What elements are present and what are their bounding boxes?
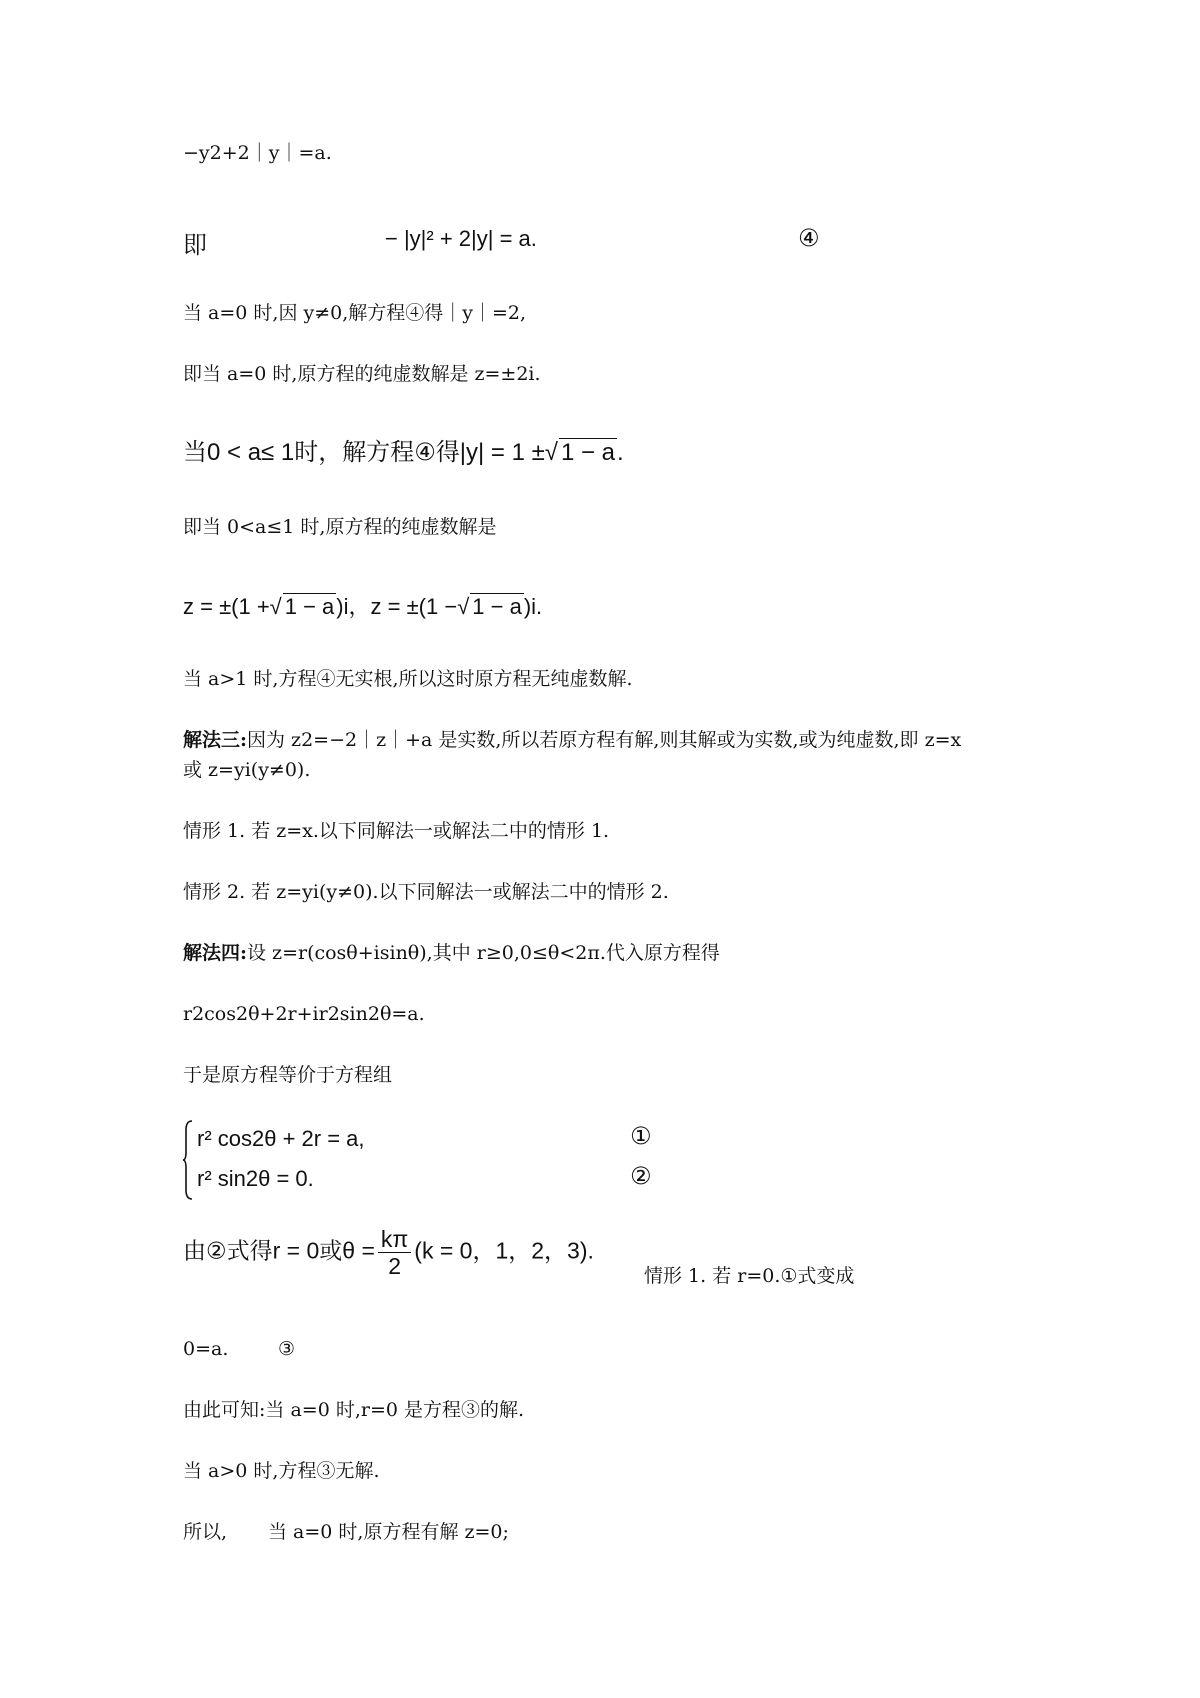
system-equation-1: r² cos2θ + 2r = a, <box>197 1126 365 1151</box>
sqrt-symbol: √ 1 − a <box>544 439 615 466</box>
fraction-denominator: 2 <box>388 1253 401 1279</box>
text-line-18: 由此可知:当 a=0 时,r=0 是方程③的解. <box>183 1399 525 1421</box>
text-line-12 <box>183 940 720 966</box>
fraction <box>378 1226 411 1279</box>
equation-mark-1: ① <box>630 1123 652 1150</box>
system-equation-2: r² sin2θ = 0. <box>197 1166 314 1191</box>
formula-line-5-text: 当0 < a≤ 1时，解方程④得|y| = 1 ± <box>183 439 545 466</box>
text-line-10: 情形 1. 若 z=x.以下同解法一或解法二中的情形 1. <box>183 820 610 842</box>
text-line-9 <box>183 727 961 753</box>
sqrt-radicand: 1 − a <box>284 594 335 619</box>
text-line-4: 即当 a=0 时,原方程的纯虚数解是 z=±2i. <box>183 363 541 385</box>
text-line-12-rest: 设 z=r(cosθ+isinθ),其中 r≥0,0≤θ<2π.代入原方程得 <box>247 942 720 964</box>
formula-line-2-prefix: 即 <box>183 232 207 259</box>
formula-line-5-end: . <box>616 439 624 466</box>
sqrt-symbol: √ 1 − a <box>457 594 522 619</box>
text-line-20: 当 a=0 时,原方程有解 z=0; <box>268 1521 509 1543</box>
formula-line-7 <box>183 590 542 621</box>
text-line-9-rest: 因为 z2=−2｜z｜+a 是实数,所以若原方程有解,则其解或为实数,或为纯虚数,即 z=x <box>247 729 962 751</box>
section-label-method-4: 解法四: <box>183 942 248 964</box>
text-line-17: 0=a. <box>183 1338 229 1360</box>
text-line-6: 即当 0<a≤1 时,原方程的纯虚数解是 <box>183 516 497 538</box>
section-label-method-3: 解法三: <box>183 729 248 751</box>
text-line-14: 于是原方程等价于方程组 <box>183 1064 393 1086</box>
sqrt-symbol: √ 1 − a <box>269 594 335 619</box>
text-line-20-prefix: 所以, <box>183 1521 228 1543</box>
equation-mark-3: ③ <box>278 1338 296 1360</box>
text-line-8: 当 a>1 时,方程④无实根,所以这时原方程无纯虚数解. <box>183 668 633 690</box>
formula-line-5 <box>183 432 624 467</box>
fraction-numerator: kπ <box>378 1226 411 1253</box>
formula-line-16-part-b: (k = 0，1，2，3). <box>414 1237 594 1264</box>
formula-line-2: − |y|² + 2|y| = a. <box>385 226 537 251</box>
formula-line-16-part-a: 由②式得r = 0或θ = <box>183 1237 375 1264</box>
formula-line-16 <box>183 1226 594 1279</box>
equation-mark-2: ② <box>630 1163 652 1190</box>
equation-mark-4: ④ <box>798 225 820 252</box>
formula-line-7-part-c: )i. <box>523 594 543 619</box>
text-line-19: 当 a>0 时,方程③无解. <box>183 1460 380 1482</box>
sqrt-radicand: 1 − a <box>560 439 615 466</box>
formula-line-7-part-b: )i，z = ±(1 − <box>336 594 458 619</box>
text-line-9-continued: 或 z=yi(y≠0). <box>183 759 311 781</box>
text-line-16-tail: 情形 1. 若 r=0.①式变成 <box>644 1265 855 1287</box>
text-line-3: 当 a=0 时,因 y≠0,解方程④得｜y｜=2, <box>183 302 527 324</box>
text-line-1: −y2+2｜y｜=a. <box>183 142 332 164</box>
text-line-11: 情形 2. 若 z=yi(y≠0).以下同解法一或解法二中的情形 2. <box>183 881 669 903</box>
formula-line-7-part-a: z = ±(1 + <box>183 594 270 619</box>
left-brace-icon <box>183 1120 193 1200</box>
sqrt-radicand: 1 − a <box>472 594 522 619</box>
text-line-13: r2cos2θ+2r+ir2sin2θ=a. <box>183 1003 425 1025</box>
